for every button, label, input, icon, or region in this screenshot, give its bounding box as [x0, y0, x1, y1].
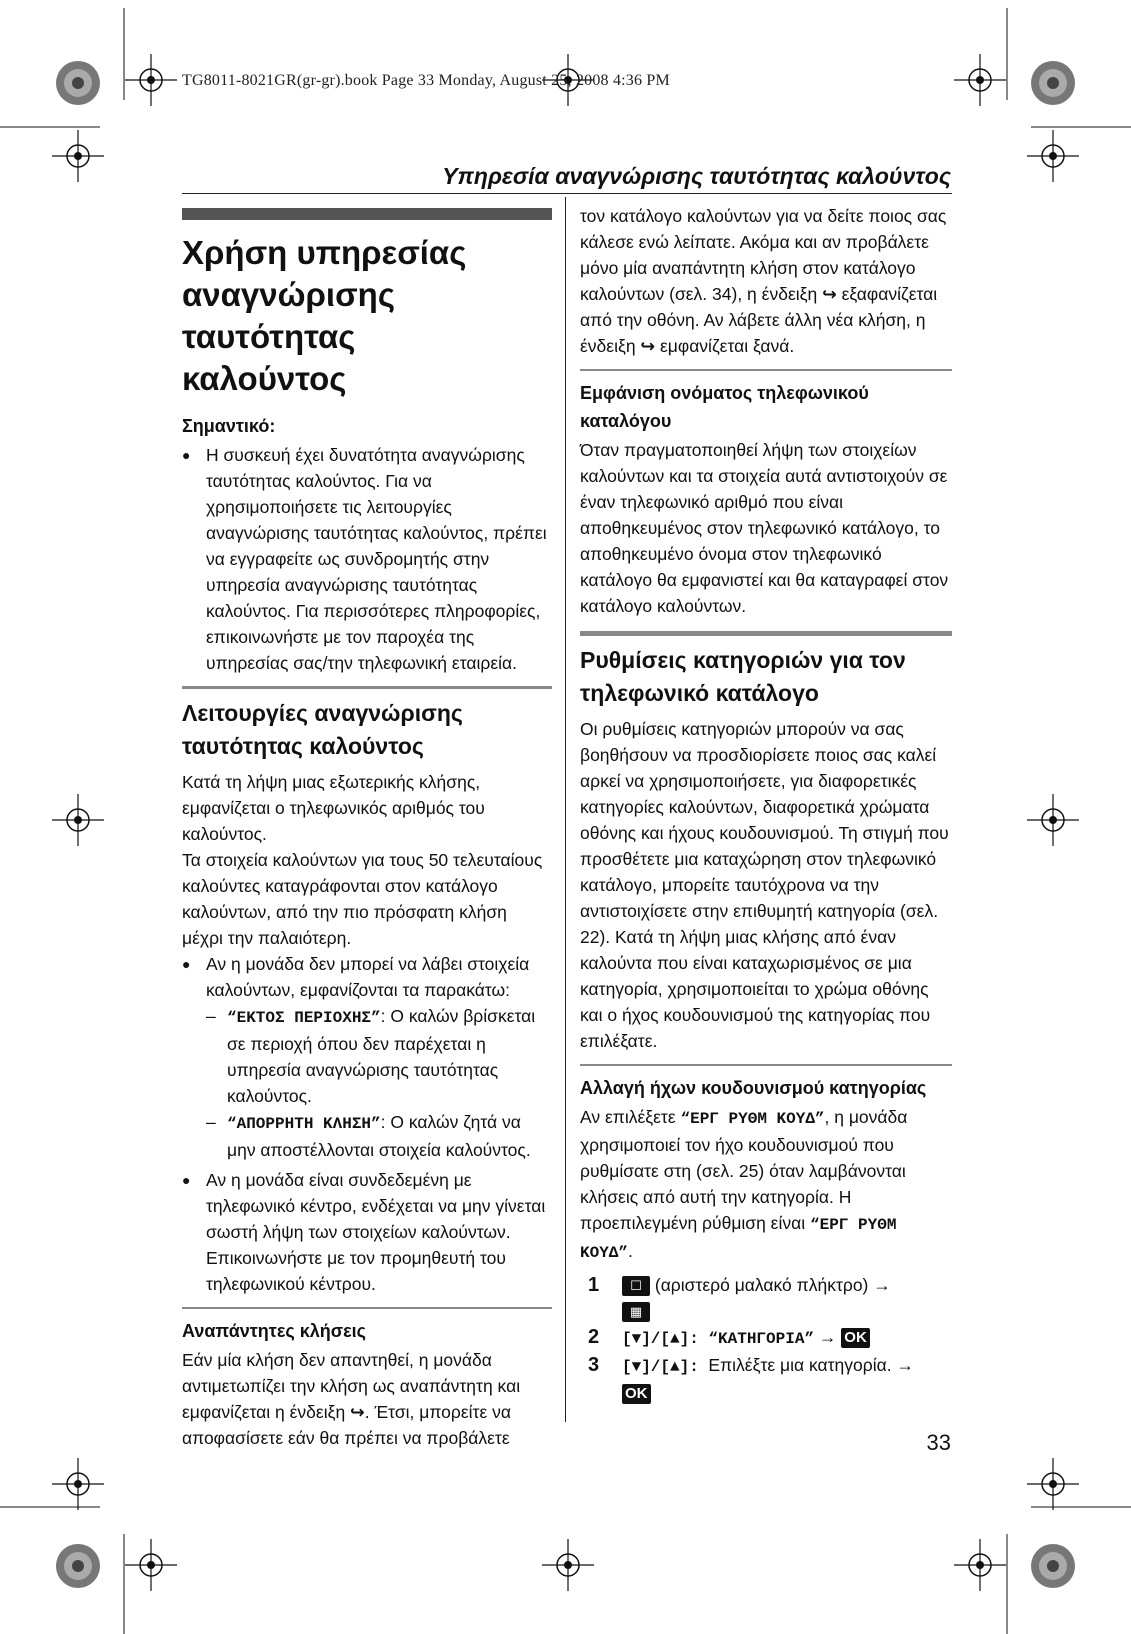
- running-head-rule: [182, 193, 952, 194]
- code-custom-ringer: “ΕΡΓ ΡΥΘΜ ΚΟΥΔ”: [680, 1110, 825, 1128]
- arrow: →: [814, 1327, 842, 1347]
- title-line-1: Χρήση υπηρεσίας: [182, 234, 467, 271]
- phonebook-name-text: Όταν πραγματοποιηθεί λήψη των στοιχείων καλούντων και τα στοιχεία αυτά αντιστοιχούν σε έναν τηλεφωνικό αριθμό που είναι αποθηκευμένος στον τηλεφωνικό κατάλογο, το αποθηκευμένο όνομα στον τηλεφωνικό κατάλογο θα εμφανιστεί και θα καταγραφεί στον κατάλογο καλούντων.: [580, 440, 949, 616]
- step-1: [580, 1272, 952, 1324]
- divider: [580, 1064, 952, 1066]
- code-private-call: “ΑΠΟΡΡΗΤΗ ΚΛΗΣΗ”: [227, 1115, 381, 1133]
- step-3-text: Επιλέξτε μια κατηγορία. →: [708, 1355, 914, 1375]
- missed-calls-text-a: Εάν μία κλήση δεν απαντηθεί, η μονάδα αντιμετωπίζει την κλήση ως αναπάντητη και εμφανίζεται η ένδειξη: [182, 1350, 521, 1422]
- step-number: 3: [588, 1354, 600, 1376]
- step-number: 1: [588, 1274, 600, 1296]
- code-default-ringer: “ΕΡΓ ΡΥΘΜ ΚΟΥΔ”: [580, 1216, 897, 1262]
- features-heading-line-2: ταυτότητας καλούντος: [182, 733, 424, 759]
- important-label: Σημαντικό:: [182, 416, 276, 436]
- features-paragraph-2: Τα στοιχεία καλούντων για τους 50 τελευταίους καλούντες καταγράφονται στον κατάλογο καλούντων, από την πιο πρόσφατη κλήση μέχρι την παλαιότερη.: [182, 850, 543, 948]
- ringer-text-a: Αν επιλέξετε: [580, 1107, 681, 1127]
- divider: [182, 686, 552, 689]
- category-settings-heading: [580, 644, 952, 710]
- step-number: 2: [588, 1326, 600, 1348]
- important-text: ● Η συσκευή έχει δυνατότητα αναγνώρισης ταυτότητας καλούντος. Για να χρησιμοποιήσετε τις λειτουργίες αναγνώρισης ταυτότητας καλούντος, πρέπει να εγγραφείτε ως συνδρομητής στην υπηρεσία αναγνώρισης ταυτότητας καλούντος. Για περισσότερες πληροφορίες, επικοινωνήστε με τον παροχέα της υπηρεσίας σας/την τηλεφωνική εταιρεία.: [182, 442, 552, 676]
- navigator-keys: [▼]/[▲]:: [622, 1358, 709, 1376]
- dash-private-call-text: : Ο καλών ζητά να μην αποστέλλονται στοιχεία καλούντος.: [227, 1112, 531, 1160]
- missed-calls-continuation: [580, 203, 952, 359]
- section-title: [182, 232, 552, 400]
- step-3: [580, 1352, 952, 1406]
- bullet-no-caller-info: ● Αν η μονάδα δεν μπορεί να λάβει στοιχεία καλούντων, εμφανίζονται τα παρακάτω:: [182, 951, 552, 1003]
- divider: [182, 1307, 552, 1309]
- features-paragraph-1: Κατά τη λήψη μιας εξωτερικής κλήσης, εμφανίζεται ο τηλεφωνικός αριθμός του καλούντος.: [182, 772, 485, 844]
- code-category: “ΚΑΤΗΓΟΡΙΑ”: [708, 1330, 815, 1348]
- running-head: Υπηρεσία αναγνώρισης ταυτότητας καλούντος: [442, 163, 951, 189]
- right-column: [580, 203, 952, 1406]
- category-heading-line-2: τηλεφωνικό κατάλογο: [580, 680, 819, 706]
- step-1-text: (αριστερό μαλακό πλήκτρο) →: [650, 1275, 891, 1295]
- continuation-c: εμφανίζεται ξανά.: [655, 336, 795, 356]
- ok-key: OK: [622, 1384, 651, 1404]
- book-file-line: TG8011-8021GR(gr-gr).book Page 33 Monday, August 25, 2008 4:36 PM: [182, 72, 670, 89]
- ringer-text: [580, 1104, 952, 1266]
- name-heading-line-2: καταλόγου: [580, 411, 672, 431]
- name-heading-line-1: Εμφάνιση ονόματος τηλεφωνικού: [580, 383, 869, 403]
- phonebook-name-heading: [580, 379, 952, 435]
- continuation-a: τον κατάλογο καλούντων για να δείτε ποιος σας κάλεσε ενώ λείπατε. Ακόμα και αν προβάλετε μόνο μία αναπάντητη κλήση στον κατάλογο καλούντων (σελ. 34), η ένδειξη: [580, 206, 947, 304]
- category-settings-text: Οι ρυθμίσεις κατηγοριών μπορούν να σας βοηθήσουν να προσδιορίσετε ποιος σας καλεί αρκεί να χρησιμοποιήσετε, για διαφορετικές κατηγορίες καλούντων, διαφορετικά χρώματα οθόνης και ήχους κουδουνισμού. Τη στιγμή που προσθέτετε μια καταχώρηση στον τηλεφωνικό κατάλογο, μπορείτε ταυτόχρονα να την αντιστοιχίσετε στην επιθυμητή κατηγορία (σελ. 22). Κατά τη λήψη μιας κλήσης από έναν καλούντα που είναι καταχωρισμένος σε μια κατηγορία, χρησιμοποιείται το χρώμα οθόνης και ο ήχος κουδουνισμού της κατηγορίας που επιλέξατε.: [580, 719, 949, 1051]
- divider: [580, 631, 952, 636]
- dash-out-of-area-text: : Ο καλών βρίσκεται σε περιοχή όπου δεν παρέχεται η υπηρεσία αναγνώρισης ταυτότητας καλούντος.: [227, 1006, 536, 1106]
- ok-key: OK: [841, 1328, 870, 1348]
- title-line-3: καλούντος: [182, 360, 347, 397]
- continuation-b: εξαφανίζεται από την οθόνη. Αν λάβετε άλλη νέα κλήση, η ένδειξη: [580, 284, 938, 356]
- missed-calls-heading: Αναπάντητες κλήσεις: [182, 1321, 366, 1341]
- ringer-heading: Αλλαγή ήχων κουδουνισμού κατηγορίας: [580, 1078, 927, 1098]
- bullet-pbx: ● Αν η μονάδα είναι συνδεδεμένη με τηλεφωνικό κέντρο, ενδέχεται να μην γίνεται σωστή λήψη των στοιχείων καλούντων. Επικοινωνήστε με τον προμηθευτή του τηλεφωνικού κέντρου.: [182, 1167, 552, 1297]
- missed-call-icon: ↪: [822, 284, 837, 304]
- phonebook-key-icon: ☐: [622, 1276, 650, 1296]
- missed-call-icon: ↪: [350, 1402, 365, 1422]
- divider: [580, 369, 952, 371]
- dash-private-call: – “ΑΠΟΡΡΗΤΗ ΚΛΗΣΗ”: Ο καλών ζητά να μην αποστέλλονται στοιχεία καλούντος.: [206, 1112, 531, 1160]
- menu-key-icon: ▦: [622, 1302, 650, 1322]
- missed-calls-text: [182, 1347, 552, 1451]
- page-number: 33: [926, 1430, 951, 1455]
- left-column: [182, 208, 552, 1451]
- step-2: [580, 1324, 952, 1352]
- features-heading: [182, 697, 552, 763]
- features-heading-line-1: Λειτουργίες αναγνώρισης: [182, 700, 463, 726]
- ringer-text-c: .: [628, 1241, 633, 1261]
- missed-call-icon: ↪: [640, 336, 656, 356]
- title-line-2: αναγνώρισης ταυτότητας: [182, 276, 395, 355]
- category-heading-line-1: Ρυθμίσεις κατηγοριών για τον: [580, 647, 906, 673]
- navigator-keys: [▼]/[▲]:: [622, 1330, 709, 1348]
- ringer-text-b: , η μονάδα χρησιμοποιεί τον ήχο κουδουνισμού που ρυθμίσατε στη (σελ. 25) όταν λαμβάνονται κλήσεις από αυτή την κατηγορία. Η προεπιλεγμένη ρύθμιση είναι: [580, 1107, 908, 1233]
- column-divider: [565, 197, 566, 1422]
- code-out-of-area: “ΕΚΤΟΣ ΠΕΡΙΟΧΗΣ”: [227, 1009, 381, 1027]
- section-bar: [182, 208, 552, 220]
- dash-out-of-area: – “ΕΚΤΟΣ ΠΕΡΙΟΧΗΣ”: Ο καλών βρίσκεται σε περιοχή όπου δεν παρέχεται η υπηρεσία αναγνώρισης ταυτότητας καλούντος.: [206, 1006, 536, 1106]
- missed-calls-text-b: . Έτσι, μπορείτε να αποφασίσετε εάν θα πρέπει να προβάλετε: [182, 1402, 511, 1448]
